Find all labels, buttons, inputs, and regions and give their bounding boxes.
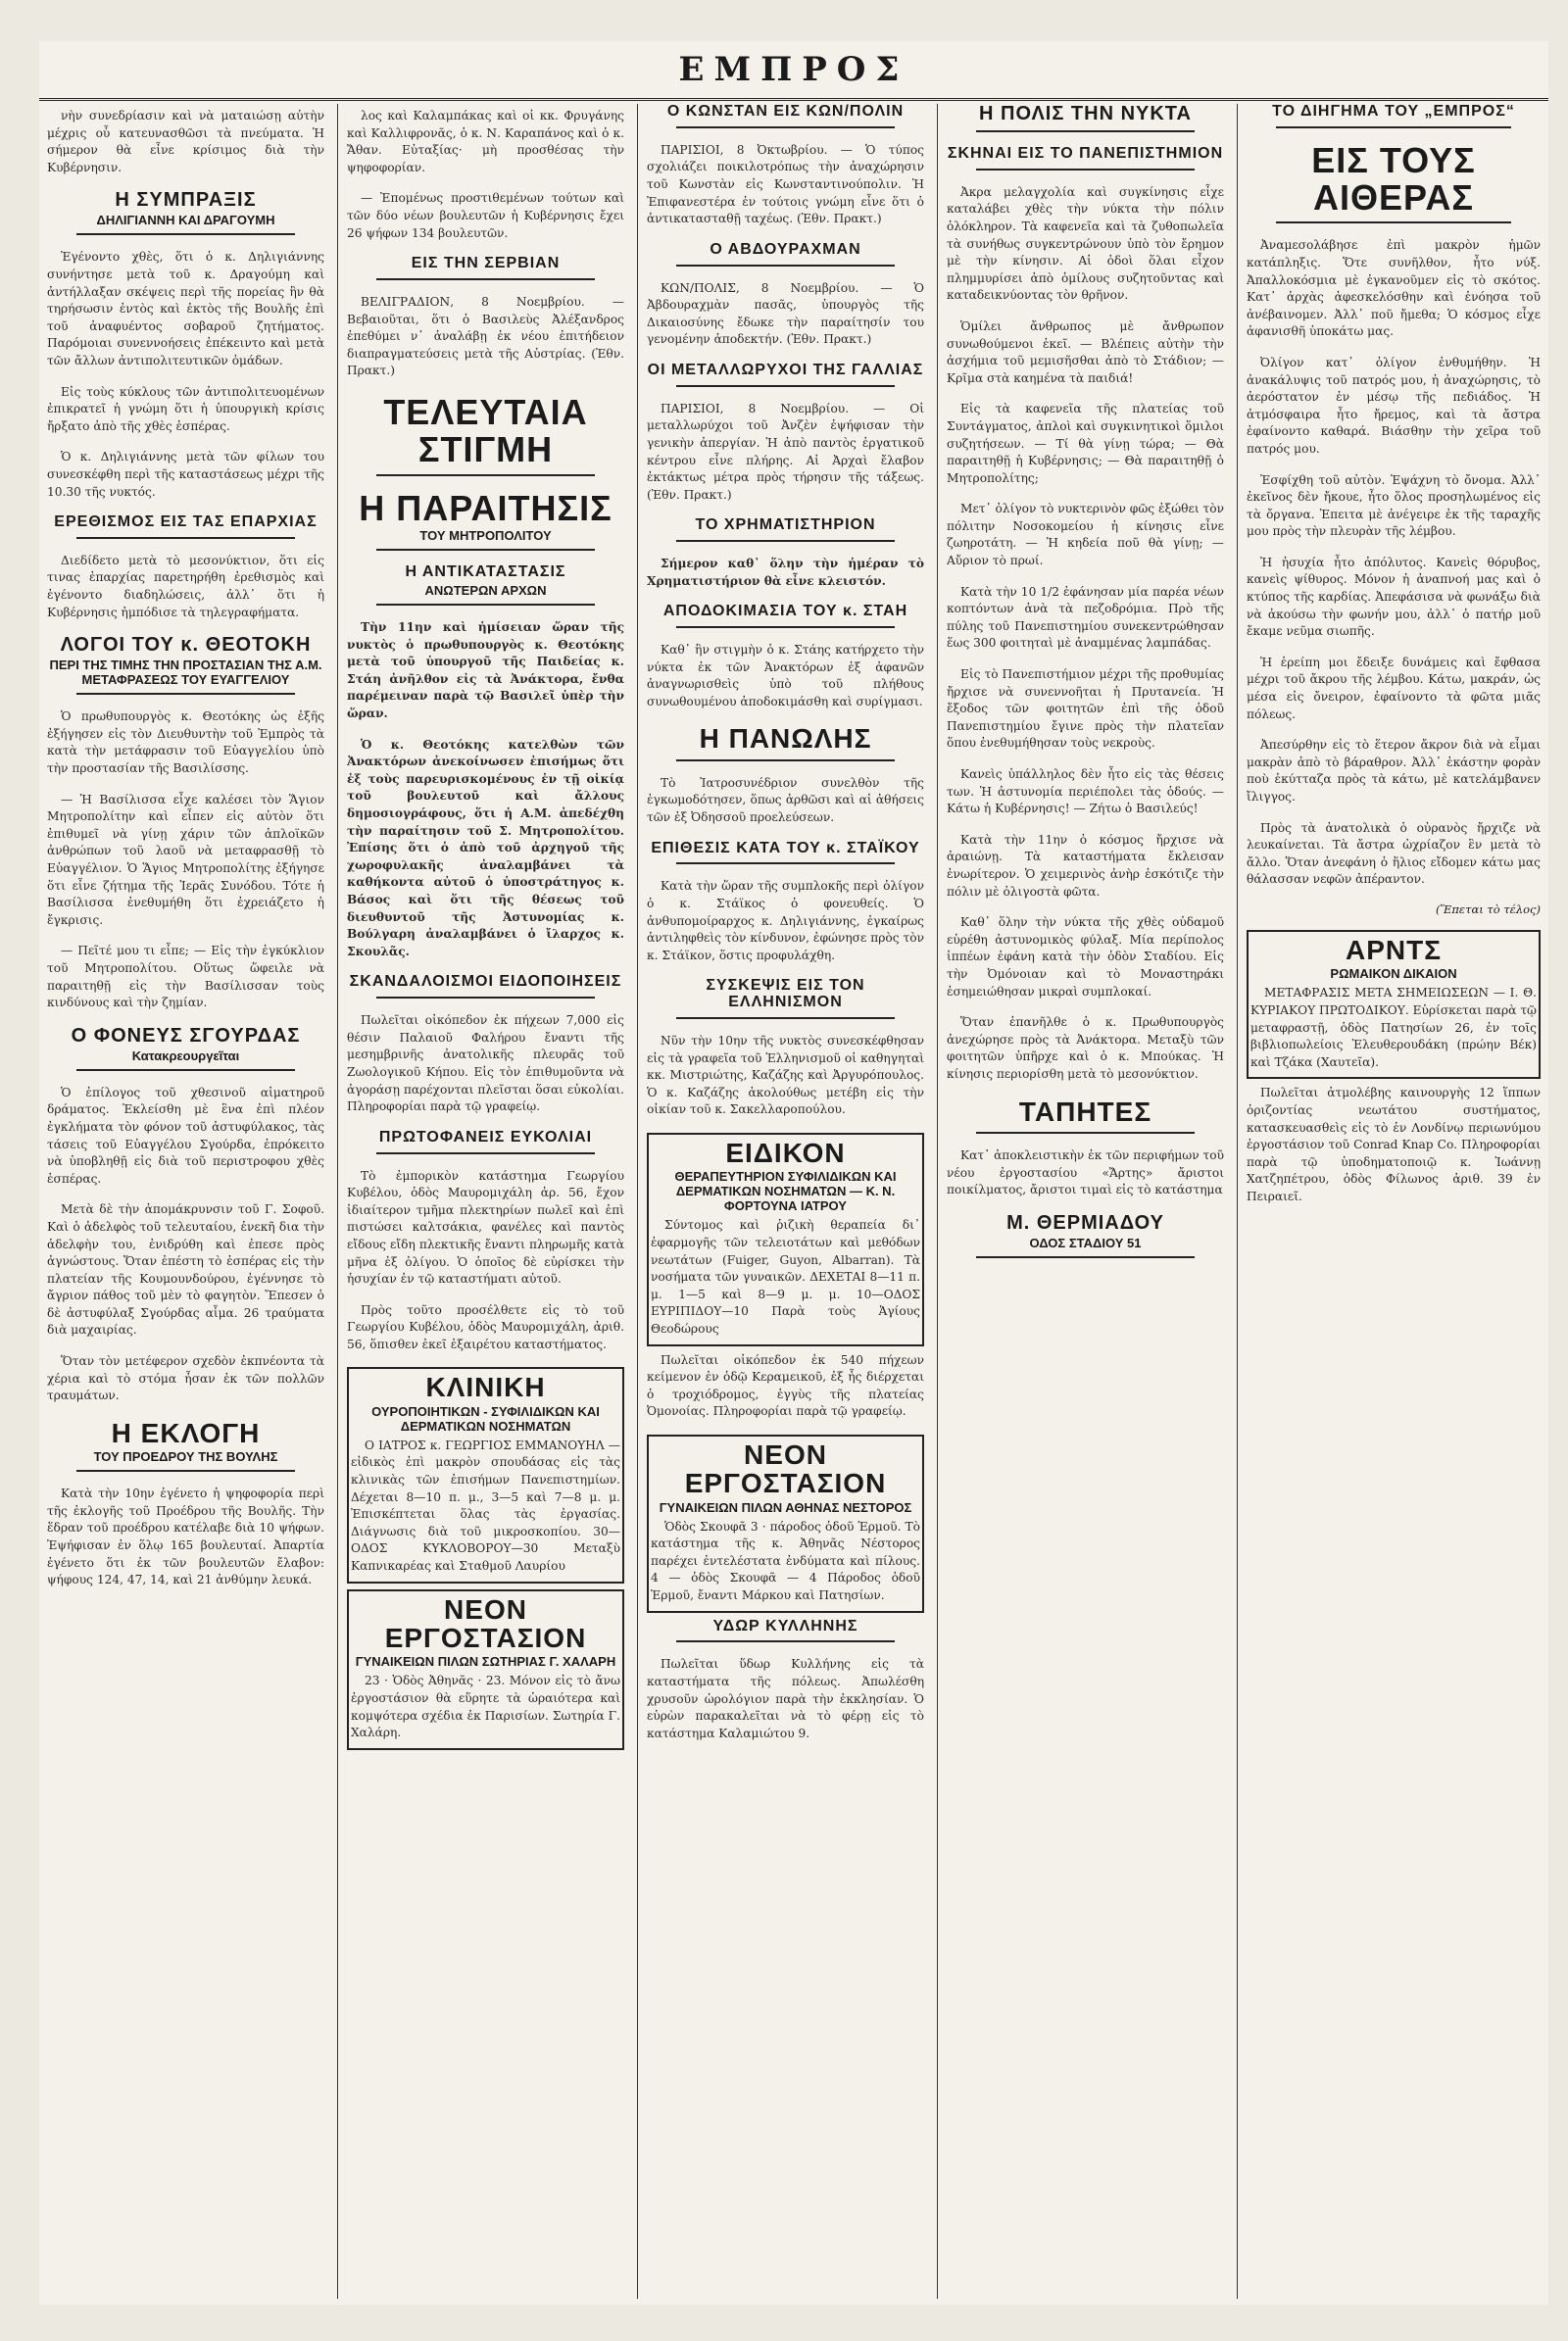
headline-rule — [676, 265, 895, 267]
column-3 — [647, 104, 924, 2299]
subheadline: ΔΗΛΙΓΙΑΝΝΗ ΚΑΙ ΔΡΑΓΟΥΜΗ — [96, 213, 275, 228]
headline-rule — [676, 1017, 895, 1019]
article-paragraph: Τὴν 11ην καὶ ἡμίσειαν ὥραν τῆς νυκτὸς ὁ πρωθυπουργὸς κ. Θεοτόκης μετὰ τοῦ ὑπουργοῦ τῆς Παιδείας κ. Στάη ἀνῆλθον εἰς τὰ Ἀνάκτορα, ἔνθα παρέμειναν παρὰ τῷ Βασιλεῖ ὑπὲρ τὴν ὥραν. — [347, 620, 624, 721]
article-block — [647, 1656, 924, 1742]
article-paragraph: Ὅταν ἐπανῆλθε ὁ κ. Πρωθυπουργὸς ἀνεχώρησε πρὸς τὰ Ἀνάκτορα. Μεταξὺ τῶν φοιτητῶν ὑπῆρχε καὶ ὁ κ. Μπούκας. Ἡ κίνησις περιορίσθη μετὰ τὸ μεσονύκτιον. — [947, 1015, 1224, 1081]
headline-rule — [676, 862, 895, 864]
article-block — [347, 108, 624, 176]
headline-rule — [676, 759, 895, 761]
article-paragraph: Κατ᾽ ἀποκλειστικὴν ἐκ τῶν περιφήμων τοῦ νέου ἐργοστασίου «Ἄρτης» ἄριστοι ποικίλματος, ἄριστοι τιμαὶ εἰς τὸ κατάστημα — [947, 1147, 1224, 1197]
ad-title: ΚΛΙΝΙΚΗ — [425, 1372, 546, 1403]
subheadline: ΟΔΟΣ ΣΤΑΔΙΟΥ 51 — [1029, 1235, 1142, 1250]
ad-body: ΜΕΤΑΦΡΑΣΙΣ ΜΕΤΑ ΣΗΜΕΙΩΣΕΩΝ — Ι. Θ. ΚΥΡΙΑΚΟΥ ΠΡΩΤΟΔΙΚΟΥ. Εὑρίσκεται παρὰ τῷ μεταφραστῇ, ὁδὸς Πατησίων 26, ἐν τοῖς βιβλιοπωλείοις Ἐλευθερουδάκη (πρώην Βέκ) καὶ Τζάκα (Χαυτεῖα). — [1250, 986, 1537, 1069]
headline: ΣΚΑΝΔΑΛΟΙΣΜΟΙ ΕΙΔΟΠΟΙΗΣΕΙΣ — [349, 973, 622, 991]
masthead-title: ΕΜΠΡΟΣ — [678, 50, 909, 89]
headline: Η ΑΝΤΙΚΑΤΑΣΤΑΣΙΣ — [405, 563, 566, 581]
article-paragraph: Κατὰ τὴν 10 1/2 ἐφάνησαν μία παρέα νέων κοπτόντων ἀνὰ τὰ πεζοδρόμια. Πρὸ τῆς πύλης τοῦ Πανεπιστημίου συνεκεντρώθησαν ἕως 300 φοιτηταὶ μὲ ἀναμμένας λαμπάδας. — [947, 584, 1224, 651]
headline-block — [347, 1130, 624, 1154]
headline: ΠΡΩΤΟΦΑΝΕΙΣ ΕΥΚΟΛΙΑΙ — [378, 1128, 593, 1146]
article-paragraph: — Ἡ Βασίλισσα εἶχε καλέσει τὸν Ἅγιον Μητροπολίτην καὶ εἶπεν εἰς αὐτὸν ὅτι ἐπιθυμεῖ νὰ γίνῃ χάριν τῶν ἁπλοϊκῶν ἀνθρώπων τοῦ λαοῦ νὰ μεταφρασθῇ τὸ Εὐαγγέλιον. Ὁ Ἅγιος Μητροπολίτης ἐξήγησε ὅτι εἶνε ζήτημα τῆς Ἱερᾶς Συνόδου. Τότε ἡ Βασίλισσα ἐνεθυμήθη ὅτι ἐχρειάζετο ἡ ἔγκρισις. — [47, 792, 324, 927]
headline: Η ΠΟΛΙΣ ΤΗΝ ΝΥΚΤΑ — [979, 104, 1192, 124]
headline: Η ΠΑΝΩΛΗΣ — [699, 723, 872, 755]
article-block — [647, 142, 924, 228]
headline-block — [47, 190, 324, 235]
headline-block — [947, 146, 1224, 171]
headline-rule — [1276, 126, 1511, 128]
article-block — [947, 401, 1224, 487]
ad-body: Ο ΙΑΤΡΟΣ κ. ΓΕΩΡΓΙΟΣ ΕΜΜΑΝΟΥΗΛ — εἰδικὸς ἐπὶ μακρὸν σπουδάσας εἰς τὰς κλινικὰς τῶν ἐπισήμων Πανεπιστημίων. Δέχεται 8—10 π. μ., 3—5 καὶ 7—8 μ. μ. Ἐπισκέπτεται ὅλας τὰς ἐργασίας. Διάγνωσις διὰ τοῦ μικροσκοπίου. 30—ΟΔΟΣ ΚΥΚΛΟΒΟΡΟΥ—30 Μεταξὺ Καπνικαρέας καὶ Σταθμοῦ Λαυρίου — [351, 1438, 620, 1574]
ad-body: Σύντομος καὶ ῥιζικὴ θεραπεία δι᾽ ἐφαρμογῆς τῶν τελειοτάτων καὶ μεθόδων νεωτάτων (Fuiger, Guyon, Albarran). Τὰ νοσήματα τῶν γυναικῶν. ΔΕΧΕΤΑΙ 8—11 π. μ. 1—5 καὶ 8—9 μ. μ. 10—ΟΔΟΣ ΕΥΡΙΠΙΔΟΥ—10 Παρὰ τοὺς Ἁγίους Θεοδώρους — [651, 1218, 920, 1336]
article-paragraph: Κατὰ τὴν 10ην ἐγένετο ἡ ψηφοφορία περὶ τῆς ἐκλογῆς τοῦ Προέδρου τῆς Βουλῆς. Τὴν ἕδραν τοῦ προέδρου κατέλαβε διὰ 10 ψήφων. Ἐψήφισαν ἐν ὅλῳ 165 βουλευταί. Ἀπαρτία ἐγένετο ὅτι ἐκ τῶν βουλευτῶν ἔλαβον: ψήφους 124, 47, 14, καὶ 21 ἀνθύμην λευκά. — [47, 1487, 324, 1587]
headline-rule — [676, 1640, 895, 1642]
article-block — [347, 1168, 624, 1289]
article-block — [47, 1201, 324, 1340]
article-paragraph: Μετ᾽ ὀλίγον τὸ νυκτερινὸν φῶς ἐξώθει τὸν πόλιτην Νοσοκομείου ἡ κίνησις εἶνε ζωηροτάτη. — Ἡ κηδεία ποῦ θὰ γίνῃ; — Αὔριον τὸ πρωί. — [947, 502, 1224, 568]
headline-block — [647, 978, 924, 1019]
headline-block — [347, 974, 624, 999]
headline-block — [47, 635, 324, 695]
article-block — [47, 108, 324, 176]
headline-rule — [976, 130, 1195, 132]
column-rule — [937, 104, 938, 2299]
headline: Ο ΚΩΝΣΤΑΝ ΕΙΣ ΚΩΝ/ΠΟΛΙΝ — [666, 104, 905, 120]
article-block — [1247, 737, 1541, 805]
article-paragraph: Ἐσφίχθη τοῦ αὐτὸν. Ἐψάχνη τὸ ὄνομα. Ἀλλ᾽ ἐκεῖνος δὲν ἤκουε, ἦτο ὅλος προσηλωμένος εἰς τὰ ὄργανα. Ἐπειτα μὲ ἀνέγειρε ἐκ τῆς ταραχῆς μου πρὸς τὴν πλευρὰν τῆς λέμβου. — [1247, 472, 1541, 539]
article-paragraph: Ἀκρα μελαγχολία καὶ συγκίνησις εἶχε καταλάβει χθὲς τὴν νύκτα τὴν πόλιν ὁλόκληρον. Τὰ καφενεῖα καὶ τὰ ζυθοπωλεῖα τὰ συνήθως συγκεντρώνουν ὑπὸ τὸν ἔρημον μὲ τὴν κίνησιν. Αἱ ὁδοὶ ὅλαι εἶχον πλημμυρίσει ἀπὸ ὁμίλους συζητοῦντας καὶ καταδεικνύοντας τὸν θρῆνον. — [947, 184, 1224, 303]
ad-subtitle: ΟΥΡΟΠΟΙΗΤΙΚΩΝ - ΣΥΦΙΛΙΔΙΚΩΝ ΚΑΙ ΔΕΡΜΑΤΙΚΩΝ ΝΟΣΗΜΑΤΩΝ — [371, 1403, 600, 1434]
headline: ΤΑΠΗΤΕΣ — [1018, 1096, 1152, 1127]
headline-block — [647, 724, 924, 760]
article-block — [947, 1147, 1224, 1199]
article-block — [647, 280, 924, 349]
article-paragraph: Διεδίδετο μετὰ τὸ μεσονύκτιον, ὅτι εἰς τινας ἐπαρχίας παρετηρήθη ἐρεθισμὸς καὶ ἐγένοντο διαδηλώσεις, ἀλλ᾽ ὅτι ἡ Κυβέρνησις ἠμπόδισε τὰ τηλεγραφήματα. — [47, 553, 324, 619]
headline-rule — [676, 540, 895, 542]
article-block — [947, 501, 1224, 569]
article-block — [47, 1085, 324, 1189]
article-paragraph: Νῦν τὴν 10ην τῆς νυκτὸς συνεσκέφθησαν εἰς τὰ γραφεῖα τοῦ Ἑλληνισμοῦ οἱ καθηγηταὶ κκ. Μιστριώτης, Καζάζης καὶ Ἀργυρόπουλος. Ὁ κ. Καζάζης ἀκολούθως μετέβη εἰς τὴν οἰκίαν τοῦ κ. Σακελλαροπούλου. — [647, 1033, 924, 1117]
headline-rule — [376, 549, 595, 551]
article-block — [947, 584, 1224, 653]
article-paragraph: Τὸ ἐμπορικὸν κατάστημα Γεωργίου Κυβέλου, ὁδὸς Μαυρομιχάλη ἀρ. 56, ἔχον ἰδιαίτερον τμῆμα πλεκτηρίων πωλεῖ καὶ ἐπὶ πιστώσει καλτσάκια, φανέλες καὶ παντὸς εἴδους εἴδη πλεκτικῆς ἔναντι πληρωμῆς κατὰ μῆνα ἐξ ὀλίγου. Ὁ ὁποῖος δὲ εὑρίσκει τὴν ἡσυχίαν ἐν τῷ καταστήματι αὐτοῦ. — [347, 1168, 624, 1287]
article-block — [347, 737, 624, 961]
headline: ΣΥΣΚΕΨΙΣ ΕΙΣ ΤΟΝ ΕΛΛΗΝΙΣΜΟΝ — [706, 977, 865, 1011]
article-block — [947, 666, 1224, 753]
article-block — [347, 294, 624, 380]
ad-subtitle: ΓΥΝΑΙΚΕΙΩΝ ΠΙΛΩΝ ΑΘΗΝΑΣ ΝΕΣΤΟΡΟΣ — [659, 1499, 912, 1515]
headline-block — [47, 514, 324, 539]
headline-rule — [376, 474, 595, 476]
article-block — [647, 1352, 924, 1421]
headline-rule — [76, 233, 295, 235]
article-paragraph: — Ἐπομένως προστιθεμένων τούτων καὶ τῶν δύο νέων βουλευτῶν ἡ Κυβέρνησις ἔχει 26 ψήφων 134 βουλευτῶν. — [347, 191, 624, 240]
article-block — [47, 792, 324, 930]
article-paragraph: Μετὰ δὲ τὴν ἀπομάκρυνσιν τοῦ Γ. Σοφοῦ. Καὶ ὁ ἀδελφὸς τοῦ τελευταίου, ἐνεκῆ δια τὴν ἀδελφὴν του, ἐνιδρύθη καὶ ἐπεσε πρὸς ἀγνώστους. Ὅταν ἐπέστη τὸ ἐσπέρας εἰς τὴν πλατείαν τῆς Κουμουνδούρου, ἐγέννησε τὸ ἄγριον πάθος τοῦ μὲν τὸ φαγητὸν. Ἔπεσεν ὁ δὲ ἀστυφύλαξ Σγούρδας αἷμα. 26 τραύματα διὰ μαχαιρίας. — [47, 1202, 324, 1338]
advertisement-box — [647, 1435, 924, 1613]
headline-rule — [76, 1470, 295, 1472]
article-block — [1247, 237, 1541, 341]
headline: Η ΣΥΜΠΡΑΞΙΣ — [115, 189, 257, 212]
subheadline: ΑΝΩΤΕΡΩΝ ΑΡΧΩΝ — [424, 583, 547, 599]
article-paragraph: Ὁ κ. Θεοτόκης κατελθὼν τῶν Ἀνακτόρων ἀνεκοίνωσεν ἐπισήμως ὅτι ἐξ τοὺς παρευρισκομένους ἐν τῇ οἰκίᾳ τοῦ βουλευτοῦ καὶ ἄλλους δημοσιογράφους, ὅτι ἡ Α.Μ. ἀπεδέχθη τὴν παραίτησιν τοῦ Σ. Μητροπολίτου. Ἐπίσης ὅτι ὁ ἀπὸ τοῦ ἀρχηγοῦ τῆς χωροφυλακῆς ἀναλαμβάνει τὰ καθήκοντα αὐτοῦ ὁ ὑποστράτηγος κ. Βάσος καὶ ὅτι τῆς θέσεως τοῦ διευθυντοῦ τῆς Ἀστυνομίας κ. Βούλγαρη ἀναλαμβάνει ὁ ἴλαρχος κ. Σκουλᾶς. — [347, 737, 624, 958]
article-paragraph: Ὁ κ. Δηλιγιάννης μετὰ τῶν φίλων του συνεσκέφθη περὶ τῆς καταστάσεως μέχρι τῆς 10.30 τῆς νυκτός. — [47, 450, 324, 499]
headline: ΥΔΩΡ ΚΥΛΛΗΝΗΣ — [712, 1617, 858, 1634]
article-paragraph: λος καὶ Καλαμπάκας καὶ οἱ κκ. Φρυγάνης καὶ Καλλιφρονᾶς, ὁ κ. Ν. Καραπάνος καὶ ὁ κ. Ἄθαν. Εὐταξίας· μὴ προσθέσας τὴν ψηφοφορίαν. — [347, 109, 624, 174]
article-block — [47, 1486, 324, 1589]
headline: ΛΟΓΟΙ ΤΟΥ κ. ΘΕΟΤΟΚΗ — [60, 634, 312, 657]
headline-rule — [376, 1152, 595, 1154]
article-block — [347, 1012, 624, 1116]
headline-rule — [976, 169, 1195, 171]
ad-subtitle: ΘΕΡΑΠΕΥΤΗΡΙΟΝ ΣΥΦΙΛΙΔΙΚΩΝ ΚΑΙ ΔΕΡΜΑΤΙΚΩΝ ΝΟΣΗΜΑΤΩΝ — Κ. Ν. ΦΟΡΤΟΥΝΑ ΙΑΤΡΟΥ — [674, 1169, 897, 1214]
column-rule — [1237, 104, 1238, 2299]
article-paragraph: Εἰς τὰ καφενεῖα τῆς πλατείας τοῦ Συντάγματος, ἀπλοὶ καὶ συγκινητικοὶ ὅμιλοι συζητήσεων. — Τί θὰ γίνῃ τώρα; — Θὰ παραιτηθῇ ἡ Κυβέρνησις; — Θὰ παραιτηθῇ ὁ Μητροπολίτης; — [947, 402, 1224, 485]
article-paragraph: Καθ᾽ ἣν στιγμὴν ὁ κ. Στάης κατήρχετο τὴν νύκτα ἐκ τῶν Ἀνακτόρων ἐξ ἀφανῶν ἀναγνωρισθεὶς ὑπὸ τοῦ πλήθους συνωθουμένου ἀποδοκιμάσθη καὶ συρίγμασι. — [647, 643, 924, 708]
article-block — [947, 832, 1224, 901]
article-paragraph: Ἀναμεσολάβησε ἐπὶ μακρὸν ἡμῶν κατάπληξις. Ὅτε συνῆλθον, ἦτο νύξ. Ἀπαλλοκόσμια μὲ ἐγκανοῦμεν εἰς τὸ σκότος. Κατ᾽ ἀρχὰς ἀφεσκελόσθην καὶ ἐνόησα τοῦ ἀνέβαινομεν. Ἀλλ᾽ ποῦ ἤμεθα; Ὁ κόσμος εἶχε ἀφανισθῆ ὑποκάτω μας. — [1247, 238, 1541, 339]
headline-block — [347, 256, 624, 280]
article-block — [647, 878, 924, 964]
article-paragraph: Κατὰ τὴν 11ην ὁ κόσμος ἤρχισε νὰ ἀραιώνῃ. Τὰ καταστήματα ἔκλεισαν ἐνωρίτερον. Ὁ χειμερινὸς ἀνὴρ ἐσκότιζε τὴν πόλιν μὲ ὀλιγοστὰ φῶτα. — [947, 832, 1224, 899]
headline-block — [947, 1097, 1224, 1134]
ad-body: 23 · Ὁδὸς Ἀθηνᾶς · 23. Μόνον εἰς τὸ ἄνω ἐργοστάσιον θὰ εὕρητε τὰ ὡραιότερα καὶ κομψότερα σχέδια ἐκ Παρισίων. Σωτηρία Γ. Χαλάρη. — [351, 1674, 620, 1740]
headline: Ο ΑΒΔΟΥΡΑΧΜΑΝ — [710, 240, 861, 258]
headline: ΟΙ ΜΕΤΑΛΛΩΡΥΧΟΙ ΤΗΣ ΓΑΛΛΙΑΣ — [647, 361, 924, 378]
article-paragraph: Ὁ ἐπίλογος τοῦ χθεσινοῦ αἱματηροῦ δράματος. Ἐκλείσθη μὲ ἓνα ἐπὶ πλέον ἐγκλήματα τὸν φόνον τοῦ ἀστυφύλακος, τὰς τάσεις τοῦ Εὐαγγέλου Σγούρδα, ἐπρόκειτο νὰ ὑποβληθῇ εἰς διὰ τοῦ περιστροφου χθὲς ἑσπέρας. — [47, 1085, 324, 1186]
headline-rule — [1276, 221, 1511, 223]
article-block — [347, 190, 624, 242]
headline: ΣΚΗΝΑΙ ΕΙΣ ΤΟ ΠΑΝΕΠΙΣΤΗΜΙΟΝ — [947, 145, 1224, 162]
ad-body: Ὁδὸς Σκουφᾶ 3 · πάροδος ὁδοῦ Ἑρμοῦ. Τὸ κατάστημα τῆς κ. Ἀθηνᾶς Νέστορος παρέχει ἐντελέστατα ἐνδύματα καὶ πίλους. 4 — ὁδὸς Σκουφᾶ — 4 Πάροδος ὁδοῦ Ἑρμοῦ, ἔναντι Μάρκου καὶ Πατησίων. — [651, 1519, 920, 1603]
ad-title: ΕΙΔΙΚΟΝ — [725, 1137, 846, 1168]
article-block — [347, 1302, 624, 1354]
headline-block — [47, 1026, 324, 1071]
headline-rule — [376, 278, 595, 280]
article-paragraph: Ἡ ἐρείπη μοι ἔδειξε δυνάμεις καὶ ἔφθασα μέχρι τοῦ ἄκρου τῆς λέμβου. Κάτω, μακράν, ὡς μέσα εἰς ὄνειρον, ἐφαίνοντο τὰ φῶτα μιᾶς πόλεως. — [1247, 655, 1541, 721]
headline-block — [647, 104, 924, 128]
advertisement-box — [347, 1367, 624, 1583]
article-block — [1247, 1085, 1541, 1205]
article-paragraph: — Πεῖτέ μου τι εἶπε; — Εἰς τὴν ἐγκύκλιον τοῦ Μητροπολίτου. Οὕτως ὥφειλε νὰ παραιτηθῇ εἰς τὴν Βασίλισσαν τοὺς κινδύνους καὶ τὴν ζημίαν. — [47, 944, 324, 1010]
article-block — [47, 384, 324, 436]
headline-rule — [376, 997, 595, 999]
headline-rule — [976, 1132, 1195, 1134]
headline: Μ. ΘΕΡΜΙΑΔΟΥ — [1006, 1211, 1164, 1234]
article-paragraph: νὴν συνεδρίασιν καὶ νὰ ματαιώσῃ αὐτὴν μέχρις οὗ κατευνασθῶσι τὰ πνεύματα. Ἡ σήμερον θὰ εἶνε κρίσιμος διὰ τὴν Κυβέρνησιν. — [47, 109, 324, 174]
article-paragraph: Πρὸς τοῦτο προσέλθετε εἰς τὸ τοῦ Γεωργίου Κυβέλου, ὁδὸς Μαυρομιχάλη, ἀριθ. 56, ὅπισθεν ἐκεῖ ἐξαιρέτου καταστήματος. — [347, 1302, 624, 1351]
headline-block — [47, 1419, 324, 1472]
headline-block — [647, 517, 924, 542]
article-paragraph: Ὅταν τὸν μετέφερον σχεδὸν ἐκπνέοντα τὰ χέρια καὶ τὸ στόμα ἦσαν ἐκ τῶν πολλῶν τραυμάτων. — [47, 1354, 324, 1403]
column-rule — [637, 104, 638, 2299]
headline: ΕΠΙΘΕΣΙΣ ΚΑΤΑ ΤΟΥ κ. ΣΤΑΪΚΟΥ — [651, 839, 920, 856]
article-block — [1247, 472, 1541, 541]
article-block — [47, 708, 324, 777]
headline: ΕΙΣ ΤΗΝ ΣΕΡΒΙΑΝ — [411, 255, 561, 272]
headline-rule — [376, 604, 595, 606]
article-block — [1247, 655, 1541, 723]
column-2 — [347, 104, 624, 2299]
headline: Ο ΦΟΝΕΥΣ ΣΓΟΥΡΔΑΣ — [71, 1024, 301, 1047]
article-paragraph: Καθ᾽ ὅλην τὴν νύκτα τῆς χθὲς οὐδαμοῦ εὑρέθη ἀστυνομικὸς φύλαξ. Μία περίπολος ἱππέων ἐφάνη κατὰ τὴν ὁδὸν Σταδίου. Εἰς τὴν Ὀμόνοιαν καὶ τὸ Μοναστηράκι ἐσημειώθησαν μικραὶ συμπλοκαί. — [947, 915, 1224, 999]
article-paragraph: ΚΩΝ/ΠΟΛΙΣ, 8 Νοεμβρίου. — Ὁ Ἀβδουραχμὰν πασᾶς, ὑπουργὸς τῆς Δικαιοσύνης ἔδωκε τὴν παραίτησίν του γενομένην ἀποδεκτήν. (Ἐθν. Πρακτ.) — [647, 280, 924, 347]
article-block — [947, 766, 1224, 818]
article-block — [947, 184, 1224, 305]
advertisement-box — [647, 1133, 924, 1346]
headline: ΕΙΣ ΤΟΥΣ ΑΙΘΕΡΑΣ — [1311, 139, 1476, 218]
ad-title: ΝΕΟΝ ΕΡΓΟΣΤΑΣΙΟΝ — [384, 1593, 587, 1654]
article-block — [1247, 555, 1541, 641]
headline-rule — [76, 693, 295, 695]
article-block — [347, 619, 624, 723]
article-block — [947, 914, 1224, 1000]
article-block — [947, 1014, 1224, 1083]
column-4 — [947, 104, 1224, 2299]
headline-rule — [676, 126, 895, 128]
article-paragraph: Ὀλίγον κατ᾽ ὀλίγον ἐνθυμήθην. Ἡ ἀνακάλυψις τοῦ πατρός μου, ἡ ἀναχώρησις, τὸ ἀερόστατον ἐν μέσῳ τῆς πεδιάδος. Ἡ ἀτμόσφαιρα ἦτο ἤρεμος, καὶ τὰ ἄστρα ἐφαίνοντο καθαρά. Βιάσθην τὴν χεῖρα τοῦ πατρός μου. — [1247, 355, 1541, 456]
article-paragraph: Πωλεῖται ὕδωρ Κυλλήνης εἰς τὰ καταστήματα τῆς πόλεως. Ἀπωλέσθη χρυσοῦν ὡρολόγιον παρὰ τὴν ἐκκλησίαν. Ὁ εὑρὼν παρακαλεῖται νὰ τὸ φέρῃ εἰς τὸ κατάστημα Καλαμιώτου 9. — [647, 1657, 924, 1740]
headline: Η ΕΚΛΟΓΗ — [111, 1417, 261, 1448]
subheadline: ΤΟΥ ΠΡΟΕΔΡΟΥ ΤΗΣ ΒΟΥΛΗΣ — [93, 1449, 278, 1465]
article-block — [47, 553, 324, 621]
article-paragraph: Πωλεῖται οἰκόπεδον ἐκ 540 πήχεων κείμενον ἐν ὁδῷ Κεραμεικοῦ, ἐξ ἧς διέρχεται ὁ τροχιόδρομος, ἐγγὺς τῆς πλατείας Ὀμονοίας. Πληροφορίαι παρὰ τῷ γραφείῳ. — [647, 1352, 924, 1419]
advertisement-box — [1247, 930, 1541, 1079]
article-paragraph: Πωλεῖται οἰκόπεδον ἐκ πήχεων 7,000 εἰς θέσιν Παλαιοῦ Φαλήρου ἔναντι τῆς μεσημβρινῆς ἀνατολικῆς πλευρᾶς τοῦ Ζωολογικοῦ Κήπου. Εἰς τὸν ἐπιθυμοῦντα νὰ ἀγοράσῃ παρέχονται πλεῖσται ὅσαι εὐκολίαι. Πληροφορίαι παρὰ τῷ γραφείῳ. — [347, 1013, 624, 1114]
advertisement-box — [347, 1589, 624, 1750]
article-paragraph: Κατὰ τὴν ὥραν τῆς συμπλοκῆς περὶ ὀλίγον ὁ κ. Στάϊκος ὁ φονευθείς. Ὁ ἀνθυπομοίραρχος κ. Δηλιγιάννης, ἐγκαίρως ἀντιληφθεὶς τὸν κίνδυνον, ἐφώνησε πρὸς τὸν κ. Στάϊκον, ὅστις προφυλάχθη. — [647, 879, 924, 962]
headline-rule — [76, 1069, 295, 1071]
article-paragraph: Πρὸς τὰ ἀνατολικὰ ὁ οὐρανὸς ἤρχιζε νὰ λευκαίνεται. Τὰ ἄστρα ὠχρίαζον ἓν μετὰ τὸ ἄλλο. Ὅταν ἀνεφάνη ὁ ἥλιος εἴδομεν κάτω μας θάλασσαν νεφῶν ἀπέραντον. — [1247, 820, 1541, 887]
masthead — [39, 41, 1548, 101]
headline-block — [647, 841, 924, 865]
headline-block — [947, 1213, 1224, 1258]
article-block — [647, 401, 924, 505]
subheadline: ΠΕΡΙ ΤΗΣ ΤΙΜΗΣ ΤΗΝ ΠΡΟΣΤΑΣΙΑΝ ΤΗΣ Α.Μ. ΜΕΤΑΦΡΑΣΕΩΣ ΤΟΥ ΕΥΑΓΓΕΛΙΟΥ — [49, 658, 322, 688]
article-block — [647, 1033, 924, 1119]
article-paragraph: Ὁμίλει ἄνθρωπος μὲ ἄνθρωπον συνωθούμενοι ἐκεῖ. — Βλέπεις αὐτὴν τὴν ἀσχήμια τοῦ μεμισῆσθαι ἀπὸ τὸ Στάδιον; — Κρῖμα στὰ καημένα τὰ παιδιά! — [947, 318, 1224, 385]
article-block — [47, 1353, 324, 1405]
article-block — [47, 943, 324, 1011]
continued-note: (Ἕπεται τὸ τέλος) — [1435, 902, 1541, 916]
headline-rule — [76, 537, 295, 539]
column-1 — [47, 104, 324, 2299]
subheadline: ΤΟΥ ΜΗΤΡΟΠΟΛΙΤΟΥ — [419, 528, 552, 544]
subheadline: Κατακρεουργεῖται — [131, 1048, 240, 1063]
article-block — [647, 642, 924, 710]
headline: ΑΠΟΔΟΚΙΜΑΣΙΑ ΤΟΥ κ. ΣΤΑΗ — [662, 603, 908, 620]
ad-subtitle: ΓΥΝΑΙΚΕΙΩΝ ΠΙΛΩΝ ΣΩΤΗΡΙΑΣ Γ. ΧΑΛΑΡΗ — [355, 1654, 616, 1670]
column-rule — [337, 104, 338, 2299]
article-paragraph: Ὁ πρωθυπουργὸς κ. Θεοτόκης ὡς ἐξῆς ἐξήγησεν εἰς τὸν Διευθυντὴν τοῦ Ἐμπρὸς τὰ κατὰ τὴν μετάφρασιν τοῦ Εὐαγγελίου ὑπὸ τὴν προστασίαν τῆς Βασιλίσσης. — [47, 709, 324, 776]
ad-title: ΑΡΝΤΣ — [1345, 934, 1443, 965]
article-paragraph: Πωλεῖται ἀτμολέβης καινουργὴς 12 ἵππων ὁριζοντίας νεωτάτου συστήματος, κατασκευασθεὶς εἰς τὸ ἐν Λονδίνῳ περιωνύμου ἐργοστάσιον τοῦ Conrad Knap Co. Πληροφορίαι παρὰ τῷ ὑποδηματοποιῷ κ. Ἰωάννῃ Χατζηπέτρου, ὁδὸς Φίλωνος ἀριθ. 39 ἐν Πειραιεῖ. — [1247, 1086, 1541, 1203]
article-block — [47, 249, 324, 369]
headline-block — [647, 604, 924, 628]
headline-block — [647, 242, 924, 267]
column-5 — [1247, 104, 1541, 2299]
article-block — [1247, 820, 1541, 889]
article-paragraph: Εἰς τοὺς κύκλους τῶν ἀντιπολιτευομένων ἐπικρατεῖ ἡ γνώμη ὅτι ἡ ὑπουργικὴ κρίσις ἤρξατο ἀπὸ τῆς χθὲς ἑσπέρας. — [47, 384, 324, 433]
headline-block — [347, 564, 624, 606]
article-paragraph: Κανεὶς ὑπάλληλος δὲν ἦτο εἰς τὰς θέσεις των. Ἡ ἀστυνομία περιέπολει τὰς ὁδούς. — Κάτω ἡ Κυβέρνησις! — Ζήτω ὁ Βασιλεύς! — [947, 767, 1224, 816]
headline: ΤΟ ΧΡΗΜΑΤΙΣΤΗΡΙΟΝ — [695, 516, 876, 534]
headline-rule — [976, 1256, 1195, 1258]
article-paragraph: Σήμερον καθ᾽ ὅλην τὴν ἡμέραν τὸ Χρηματιστήριον θὰ εἶνε κλειστόν. — [647, 557, 924, 588]
ad-title: ΝΕΟΝ ΕΡΓΟΣΤΑΣΙΟΝ — [684, 1439, 887, 1499]
article-block — [47, 449, 324, 501]
ad-subtitle: ΡΩΜΑΙΚΟΝ ΔΙΚΑΙΟΝ — [1330, 966, 1457, 982]
article-paragraph: Τὸ Ἰατροσυνέδριον συνελθὸν τῆς ἐγκωμοδότησεν, ὅπως ἀρθῶσι καὶ αἱ ἀθήσεις τῶν ἐξ Ὀδησσοῦ προελεύσεων. — [647, 775, 924, 825]
headline: ΤΟ ΔΙΗΓΗΜΑ ΤΟΥ „ΕΜΠΡΟΣ“ — [1272, 104, 1515, 120]
newspaper-page — [39, 41, 1548, 2305]
article-paragraph: ΠΑΡΙΣΙΟΙ, 8 Ὀκτωβρίου. — Ὁ τύπος σχολιάζει ποικιλοτρόπως τὴν ἀναχώρησιν τοῦ Κωνστὰν εἰς Κωνσταντινούπολιν. Ἡ Ἐπιφανεστέρα ἐν τούτοις γνώμη εἶνε ὅτι ὁ ἀντικατασταθῇ ταχέως. (Ἐθν. Πρακτ.) — [647, 142, 924, 226]
headline: Η ΠΑΡΑΙΤΗΣΙΣ — [359, 487, 612, 528]
article-paragraph: Εἰς τὸ Πανεπιστήμιον μέχρι τῆς προθυμίας ἤρχισε νὰ συνεννοῆται ἡ Πρυτανεία. Ἡ ἔξοδος τῶν φοιτητῶν ἐπὶ τῆς ὁδοῦ Πανεπιστημίου ἔγινε πρὸς τὴν πλατεῖαν ὅπου ἐνεθυμήθησαν τοὺς νεκροὺς. — [947, 667, 1224, 751]
headline-block — [1247, 139, 1541, 224]
headline-rule — [676, 385, 895, 387]
headline-block — [647, 1619, 924, 1643]
headline-block — [347, 391, 624, 476]
headline-block — [347, 487, 624, 552]
article-block — [647, 775, 924, 827]
article-paragraph: ΒΕΛΙΓΡΑΔΙΟΝ, 8 Νοεμβρίου. — Βεβαιοῦται, ὅτι ὁ Βασιλεὺς Ἀλέξανδρος ἐπεθύμει ν᾽ ἀναλάβῃ ἐκ νέου ἐπιτήδειον διαπραγματεύσεις μετὰ τῆς Αὐστρίας. (Ἐθν. Πρακτ.) — [347, 294, 624, 378]
article-paragraph: ΠΑΡΙΣΙΟΙ, 8 Νοεμβρίου. — Οἱ μεταλλωρύχοι τοῦ Ἀνζὲν ἐψήφισαν τὴν γενικὴν ἀπεργίαν. Ἡ ἀπὸ παντὸς ἐργατικοῦ κέντρου εἶνε πλήρης. Αἱ Ἀρχαὶ ἔλαβον ἐκτάκτως μέτρα πρὸς τήρησιν τῆς τάξεως. (Ἐθν. Πρακτ.) — [647, 401, 924, 502]
headline-block — [947, 104, 1224, 132]
headline-block — [647, 363, 924, 387]
article-paragraph: Ἐγένοντο χθὲς, ὅτι ὁ κ. Δηλιγιάννης συνήντησε μετὰ τοῦ κ. Δραγούμη καὶ ἀντήλλαξαν σκέψεις περὶ τῆς πορείας ἣν θὰ τηρήσωσιν ἐντὸς καὶ ἐκτὸς τῆς Βουλῆς ἐπὶ τοῦ ἀναφυέντος σοβαροῦ ζητήματος. Παρόμοιαι συνεννοήσεις ἐπέκειντο καὶ μετὰ τῶν ἄλλων ἀντιπολιτευτικῶν ὁμάδων. — [47, 250, 324, 367]
headline-block — [1247, 104, 1541, 128]
note-block — [1247, 902, 1541, 916]
article-paragraph: Ἀπεσύρθην εἰς τὸ ἕτερον ἄκρον διὰ νὰ εἶμαι μακρὰν ἀπὸ τὸ βάραθρον. Ἀλλ᾽ ἐκάστην φορὰν ποὺ ἐκύτταζα πρὸς τὰ κάτω, μὲ κατελάμβανεν ἴλιγγος. — [1247, 738, 1541, 805]
headline: ΕΡΕΘΙΣΜΟΣ ΕΙΣ ΤΑΣ ΕΠΑΡΧΙΑΣ — [54, 513, 318, 531]
article-block — [947, 318, 1224, 387]
article-block — [1247, 355, 1541, 459]
article-block — [647, 556, 924, 590]
headline-rule — [676, 626, 895, 628]
headline: ΤΕΛΕΥΤΑΙΑ ΣΤΙΓΜΗ — [383, 391, 588, 469]
article-paragraph: Ἡ ἡσυχία ἦτο ἀπόλυτος. Κανεὶς θόρυβος, κανεὶς ψίθυρος. Μόνον ἡ ἀναπνοή μας καὶ ὁ κτύπος τῆς καρδίας. Ἀπεφάσισα νὰ φωνάξω διὰ νὰ ἀκούσω τὴν φωνήν μου, ἀλλ᾽ ὁ πατήρ μοῦ ἔκαμε νεῦμα σιωπῆς. — [1247, 555, 1541, 639]
